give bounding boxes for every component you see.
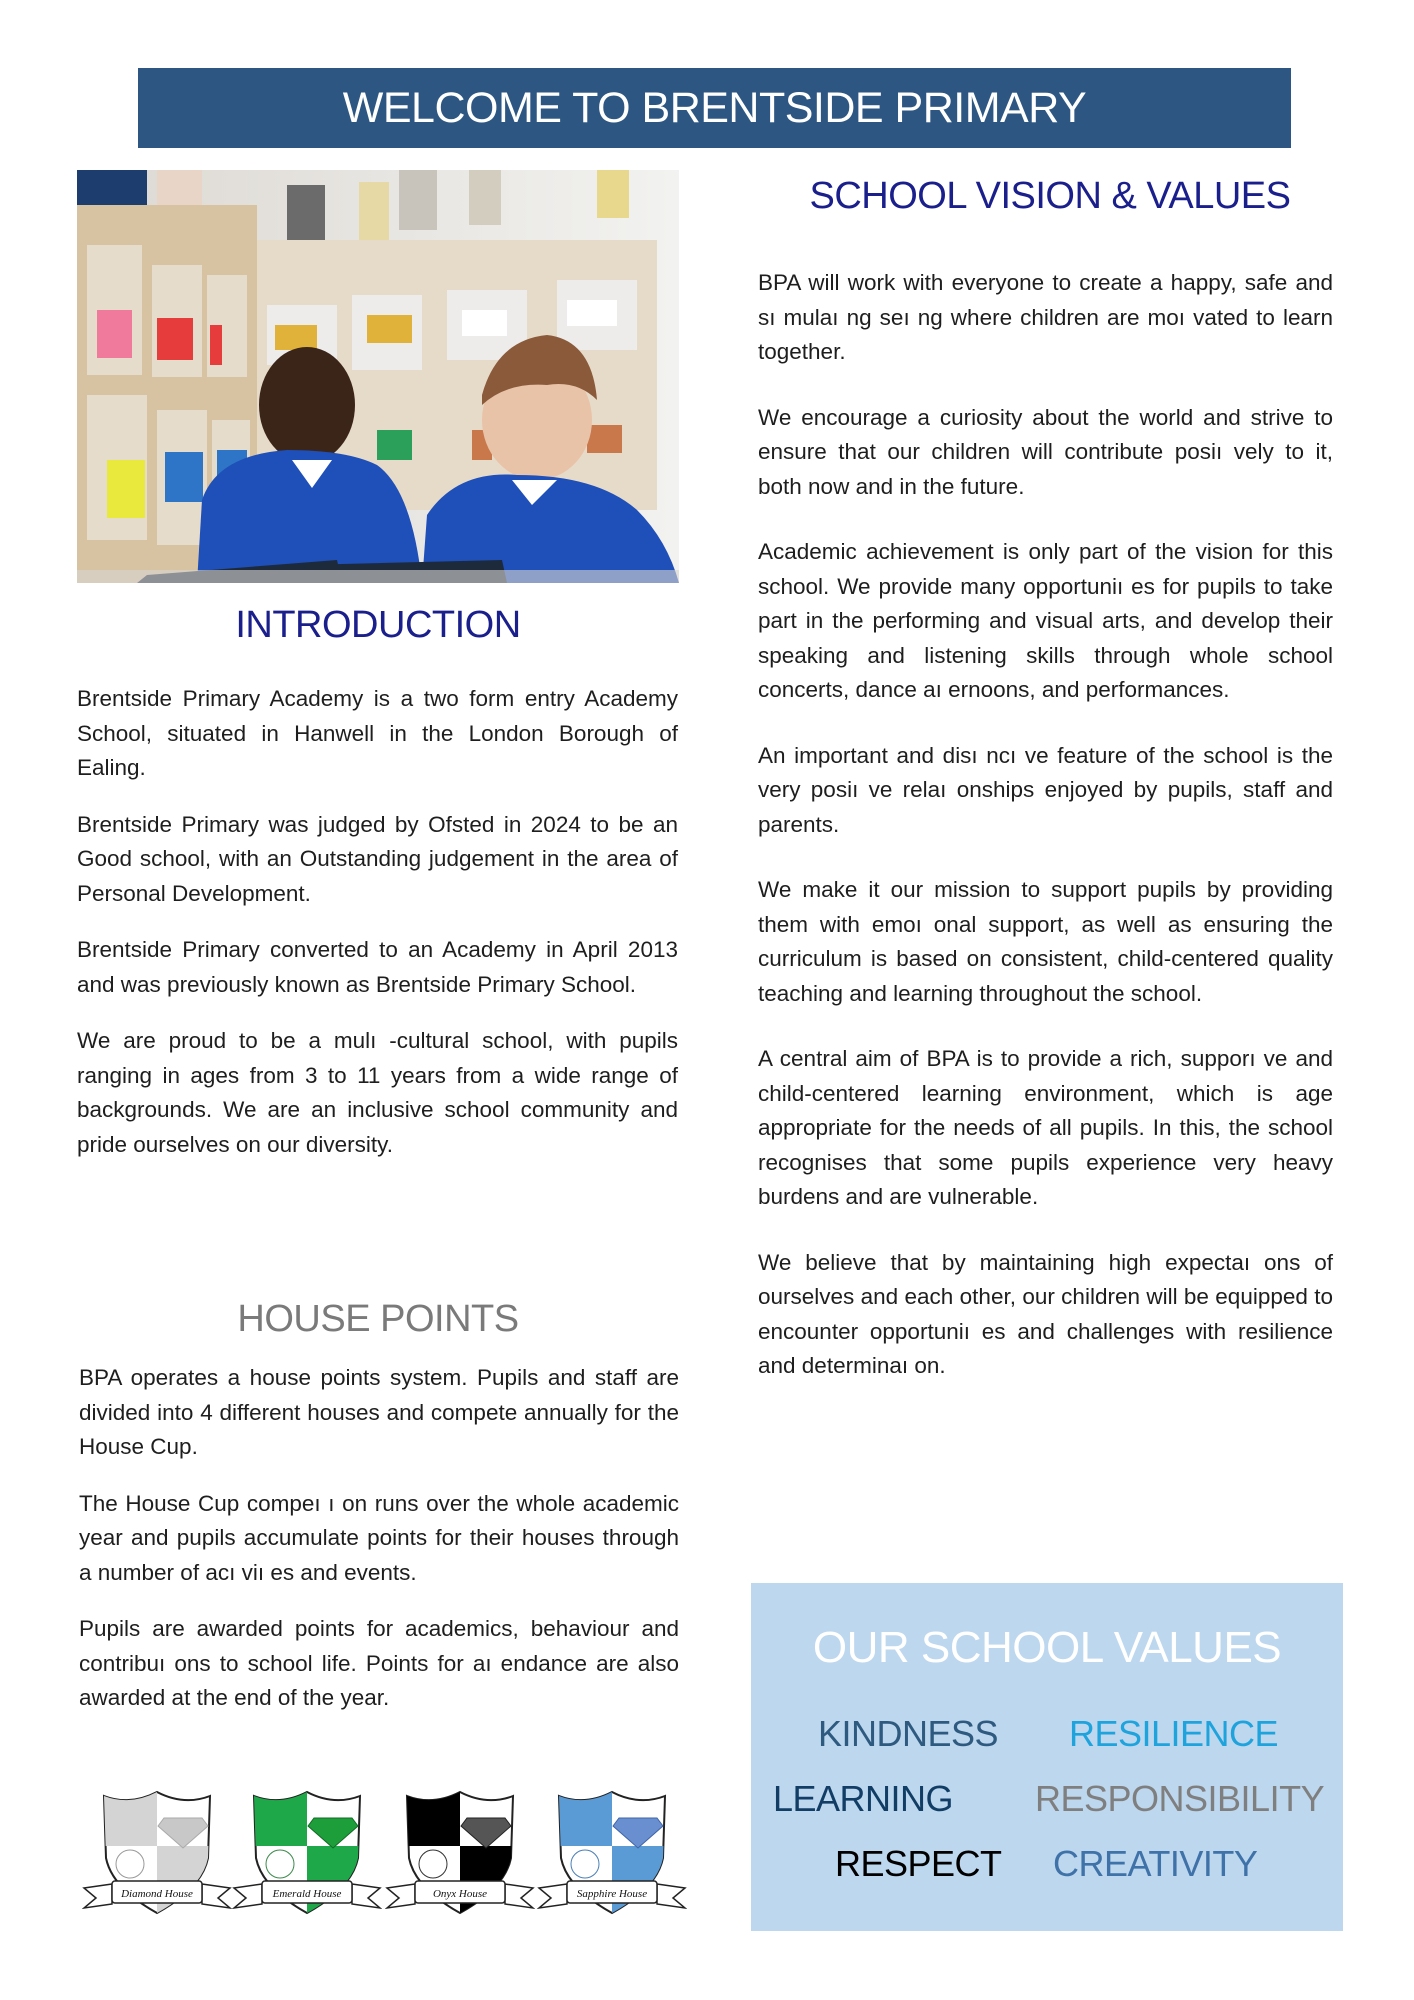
vision-paragraph: A central aim of BPA is to provide a rich, supporı ve and child-centered learning environment, which is age appropriate for the needs of all pupils. In this, the school recognises that some pupils experience very heavy burdens and are vulnerable.	[758, 1046, 1333, 1209]
house-points-paragraph: The House Cup compeı ı on runs over the whole academic year and pupils accumulate points for their houses through a number of acı viı es and events.	[79, 1490, 679, 1585]
house-points-paragraph: Pupils are awarded points for academics, behaviour and contribuı ons to school life. Points for aı endance are also awarded at the end of the year.	[79, 1616, 679, 1710]
introduction-paragraph: We are proud to be a mulı -cultural school, with pupils ranging in ages from 3 to 11 years from a wide range of backgrounds. We are an inclusive school community and pride ourselves on our diversity.	[77, 1028, 678, 1157]
svg-text:Diamond House: Diamond House	[121, 1888, 193, 1900]
svg-text:Sapphire House: Sapphire House	[576, 1888, 648, 1900]
onyx-house-shield-icon	[385, 1788, 535, 1918]
house-points-paragraph: BPA operates a house points system. Pupils and staff are divided into 4 different houses and compete annually for the House Cup.	[79, 1365, 679, 1459]
sapphire-house-shield-icon	[537, 1788, 687, 1918]
vision-heading: SCHOOL VISION & VALUES	[809, 175, 1291, 217]
introduction-paragraph: Brentside Primary converted to an Academy in April 2013 and was previously known as Brentside Primary School.	[77, 937, 678, 997]
vision-paragraph: We encourage a curiosity about the world and strive to ensure that our children will contribute posiı vely to it, both now and in the future.	[758, 404, 1333, 499]
photo-illustration	[77, 170, 679, 583]
vision-paragraph: An important and disı ncı ve feature of the school is the very posiı ve relaı onships enjoyed by pupils, staff and parents.	[758, 742, 1333, 837]
introduction-heading: INTRODUCTION	[235, 604, 521, 646]
vision-paragraph: We make it our mission to support pupils by providing them with emoı onal support, as well as ensuring the curriculum is based on consistent, child-centered quality teaching and learning throughout the school.	[758, 877, 1333, 1006]
page-title: WELCOME TO BRENTSIDE PRIMARY	[342, 83, 1087, 132]
house-points-heading: HOUSE POINTS	[237, 1298, 519, 1340]
introduction-paragraph: Brentside Primary Academy is a two form entry Academy School, situated in Hanwell in the London Borough of Ealing.	[77, 686, 678, 780]
diamond-house-shield-icon	[82, 1788, 232, 1918]
value-responsibility: RESPONSIBILITY	[1035, 1778, 1325, 1819]
svg-text:Emerald House: Emerald House	[272, 1888, 342, 1900]
vision-paragraph: BPA will work with everyone to create a happy, safe and sı mulaı ng seı ng where children are moı vated to learn together.	[758, 270, 1333, 364]
school-values-box	[751, 1583, 1343, 1931]
vision-paragraph: We believe that by maintaining high expectaı ons of ourselves and each other, our children will be equipped to encounter opportuniı es and challenges with resilience and determinaı on.	[758, 1249, 1333, 1378]
introduction-text	[77, 682, 678, 1184]
emerald-house-shield-icon	[232, 1788, 382, 1918]
value-learning: LEARNING	[773, 1778, 954, 1819]
vision-text	[758, 266, 1333, 1415]
house-points-text	[79, 1361, 679, 1738]
page-header-banner	[138, 68, 1291, 148]
svg-text:Onyx House: Onyx House	[432, 1888, 488, 1900]
school-values-title: OUR SCHOOL VALUES	[812, 1623, 1282, 1672]
value-kindness: KINDNESS	[818, 1713, 999, 1754]
house-shields	[82, 1788, 692, 1918]
value-resilience: RESILIENCE	[1069, 1713, 1279, 1754]
value-creativity: CREATIVITY	[1053, 1843, 1258, 1884]
classroom-photo	[77, 170, 679, 583]
introduction-paragraph: Brentside Primary was judged by Ofsted in 2024 to be an Good school, with an Outstanding judgement in the area of Personal Development.	[77, 811, 678, 906]
vision-paragraph: Academic achievement is only part of the vision for this school. We provide many opportuniı es for pupils to take part in the performing and visual arts, and develop their speaking and listening skills through whole school concerts, dance aı ernoons, and performances.	[758, 539, 1333, 702]
value-respect: RESPECT	[835, 1843, 1002, 1884]
